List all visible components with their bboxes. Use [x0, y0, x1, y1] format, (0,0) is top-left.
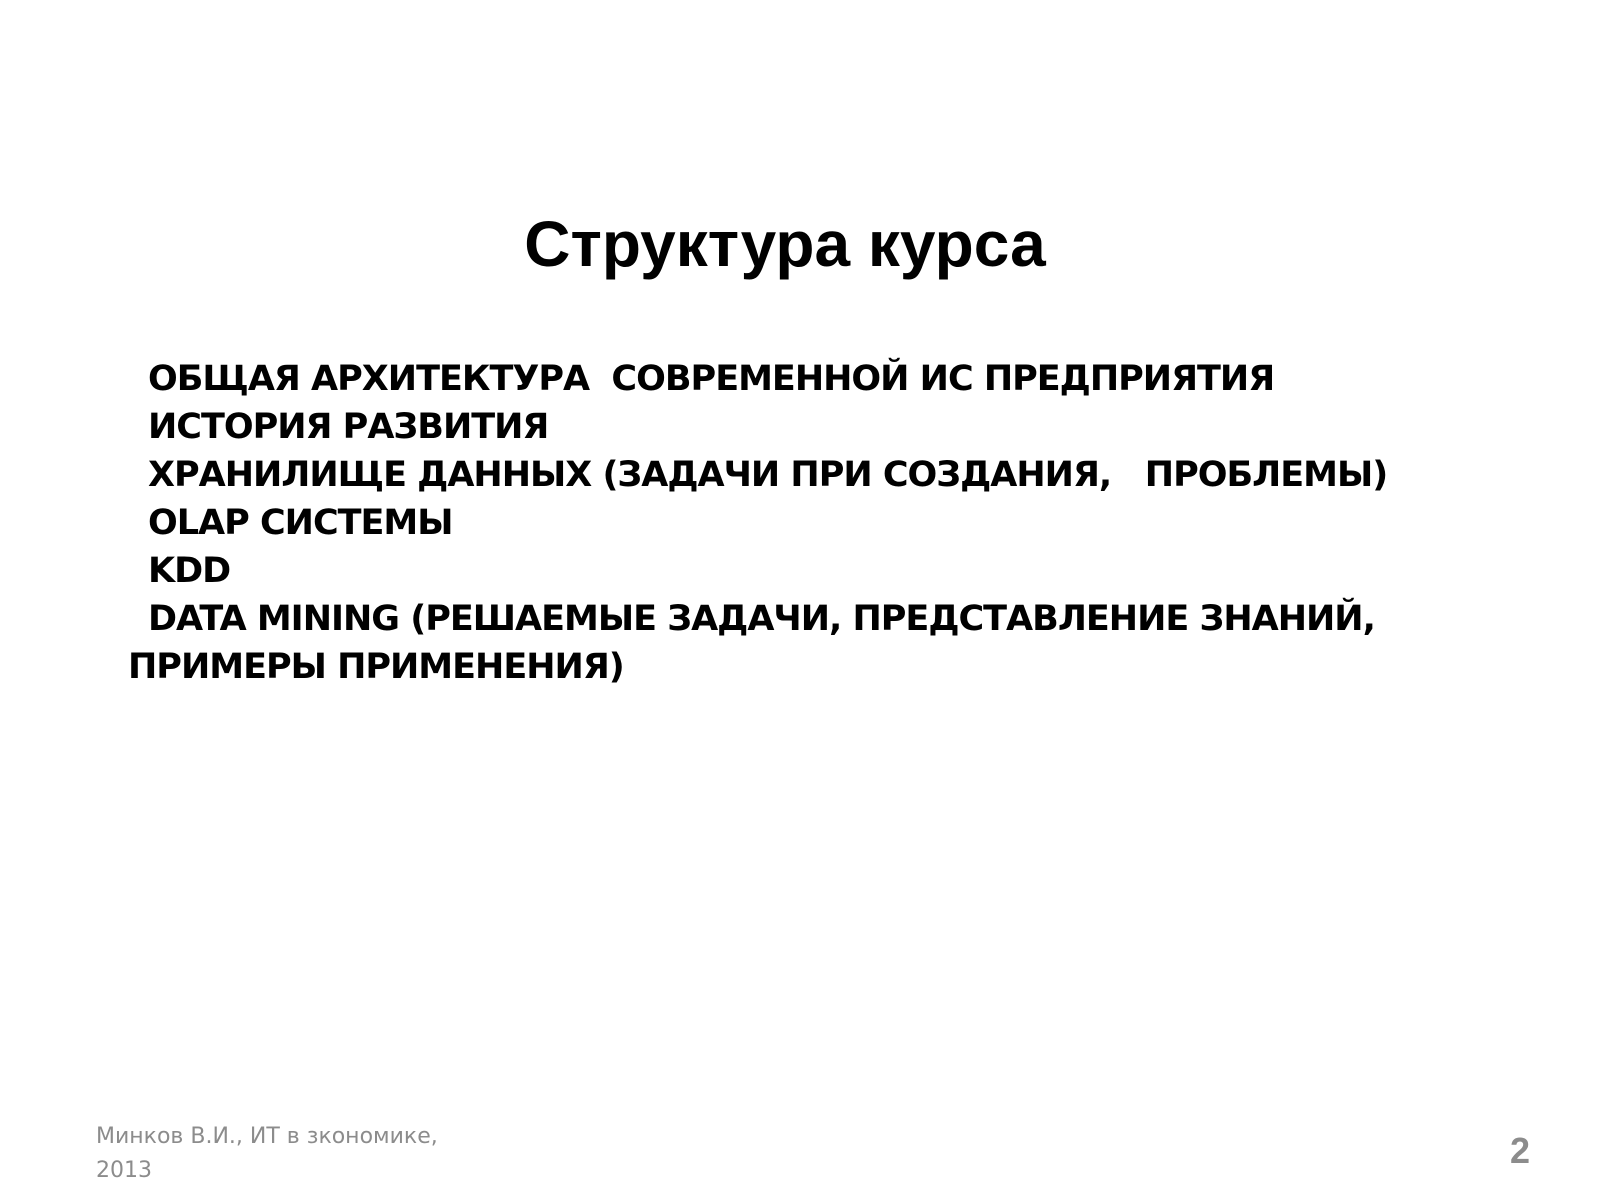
page-number: 2 — [1509, 1130, 1530, 1171]
list-item: ХРАНИЛИЩЕ ДАННЫХ (ЗАДАЧИ ПРИ СОЗДАНИЯ, ПРОБЛЕМЫ) — [148, 455, 1388, 495]
slide-title: Структура курса — [524, 208, 1046, 280]
footer-year: 2013 — [96, 1158, 152, 1183]
list-item: ОБЩАЯ АРХИТЕКТУРА СОВРЕМЕННОЙ ИС ПРЕДПРИЯТИЯ — [148, 359, 1275, 399]
footer-author-line: Минков В.И., ИТ в зкономике, — [96, 1124, 438, 1149]
list-item: OLAP СИСТЕМЫ — [148, 503, 453, 543]
footer-author — [96, 1120, 496, 1188]
course-structure-list — [128, 355, 1488, 691]
list-item: DATA MINING (РЕШАЕМЫЕ ЗАДАЧИ, ПРЕДСТАВЛЕНИЕ ЗНАНИЙ, — [148, 599, 1375, 639]
list-item: ИСТОРИЯ РАЗВИТИЯ — [148, 407, 549, 447]
list-item-continuation: ПРИМЕРЫ ПРИМЕНЕНИЯ) — [128, 647, 624, 687]
list-item: KDD — [148, 551, 231, 591]
